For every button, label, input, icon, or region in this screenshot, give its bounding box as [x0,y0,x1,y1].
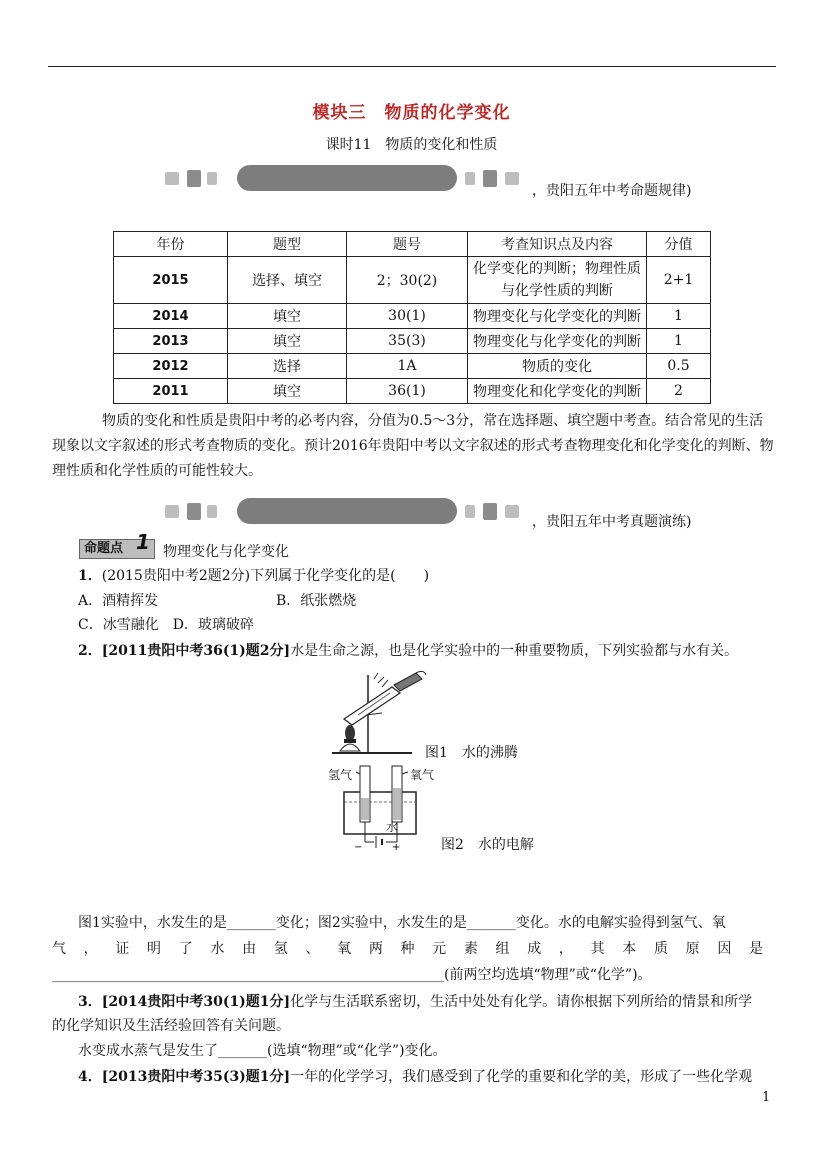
cell-content: 物理变化和化学变化的判断 [468,379,647,404]
cell-no: 2；30(2) [347,257,468,304]
topic-tag-number: 1 [136,530,150,554]
cell-content: 物质的变化 [468,354,647,379]
exam-pattern-table [113,231,711,404]
cell-score: 2 [647,379,711,404]
question-2 [78,640,738,660]
header-type: 题型 [228,232,347,257]
question-source: [2013贵阳中考35(3)题1分] [101,1069,291,1085]
question-source: [2011贵阳中考36(1)题2分] [101,643,291,659]
q2-line-1: 图1实验中，水发生的是_______变化；图2实验中，水发生的是_______变化。水的电解实验得到氢气、氧 [78,915,726,931]
banner-pill [237,498,457,524]
question-stem: 一年的化学学习，我们感受到了化学的重要和化学的美，形成了一些化学观 [290,1069,753,1085]
question-1 [78,565,429,585]
water-label: 水 [386,820,399,834]
summary-paragraph: 物质的变化和性质是贵阳中考的必考内容，分值为0.5～3分，常在选择题、填空题中考查。结合常见的生活现象以文字叙述的形式考查物质的变化。预计2016年贵阳中考以文字叙述的形式考查物理变化和化学变化的判断、物理性质和化学性质的可能性较大。 [52,413,774,479]
option-cd: C．冰雪融化 D．玻璃破碎 [78,617,254,633]
svg-text:+: + [392,842,401,852]
q3-line-3: 水变成水蒸气是发生了_______(选填“物理”或“化学”)变化。 [78,1043,447,1059]
cell-type: 填空 [228,304,347,329]
banner-pill [237,165,457,191]
cell-year: 2011 [114,379,228,404]
table-row [114,257,711,304]
cell-type: 选择、填空 [228,257,347,304]
lesson-title: 课时11 物质的变化和性质 [325,137,498,153]
cell-score: 1 [647,329,711,354]
header-no: 题号 [347,232,468,257]
question-stem: 水是生命之源，也是化学实验中的一种重要物质，下列实验都与水有关。 [290,643,739,659]
figure-1-caption: 图1 水的沸腾 [425,745,518,761]
question-number: 4． [78,1069,102,1085]
question-4 [78,1066,752,1086]
cell-content: 物理变化与化学变化的判断 [468,304,647,329]
page-number: 1 [762,1090,771,1105]
cell-type: 填空 [228,329,347,354]
section-banner-2 [165,498,530,524]
module-title: 模块三 物质的化学变化 [312,103,511,123]
cell-content: 化学变化的判断；物理性质 与化学性质的判断 [468,257,647,304]
table-row [114,354,711,379]
oxygen-label: 氧气 [410,768,435,782]
topic-tag-label: 命题点 [84,541,124,556]
hydrogen-label: 氢气 [328,768,353,782]
question-number: 2． [78,643,102,659]
q3-line-2: 的化学知识及生活经验回答有关问题。 [52,1018,290,1034]
banner-2-note: ，贵阳五年中考真题演练) [532,514,692,530]
cell-year: 2012 [114,354,228,379]
question-source: [2014贵阳中考30(1)题1分] [101,994,291,1010]
cell-content: 物理变化与化学变化的判断 [468,329,647,354]
header-content: 考查知识点及内容 [468,232,647,257]
topic-title: 物理变化与化学变化 [163,544,289,560]
cell-type: 选择 [228,354,347,379]
figure-2-caption: 图2 水的电解 [441,837,534,853]
cell-no: 35(3) [347,329,468,354]
question-stem: 化学与生活联系密切，生活中处处有化学。请你根据下列所给的情景和所学 [290,994,753,1010]
section-banner-1 [165,165,530,191]
option-b: B．纸张燃烧 [276,593,357,609]
table-row [114,304,711,329]
question-number: 3． [78,994,102,1010]
table-row [114,379,711,404]
option-a: A．酒精挥发 [78,593,159,609]
q2-line-3: ________________________________________________________(前两空均选填“物理”或“化学”)。 [52,967,652,983]
cell-year: 2014 [114,304,228,329]
cell-score: 2+1 [647,257,711,304]
cell-no: 1A [347,354,468,379]
q2-line-2: 气，证明了水由氢、氧两种元素组成，其本质原因是 [52,941,772,957]
banner-1-note: ，贵阳五年中考命题规律) [532,183,692,199]
cell-score: 0.5 [647,354,711,379]
cell-no: 30(1) [347,304,468,329]
cell-type: 填空 [228,379,347,404]
boiling-apparatus-figure [330,665,430,757]
question-stem: (2015贵阳中考2题2分)下列属于化学变化的是( ) [101,568,430,584]
topic-tag [79,530,155,559]
table-row [114,329,711,354]
header-rule [48,66,776,67]
table-header-row [114,232,711,257]
cell-year: 2015 [114,257,228,304]
header-score: 分值 [647,232,711,257]
cell-no: 36(1) [347,379,468,404]
svg-text:−: − [354,842,363,852]
cell-year: 2013 [114,329,228,354]
cell-score: 1 [647,304,711,329]
header-year: 年份 [114,232,228,257]
question-3 [78,991,752,1011]
question-number: 1． [78,568,102,584]
